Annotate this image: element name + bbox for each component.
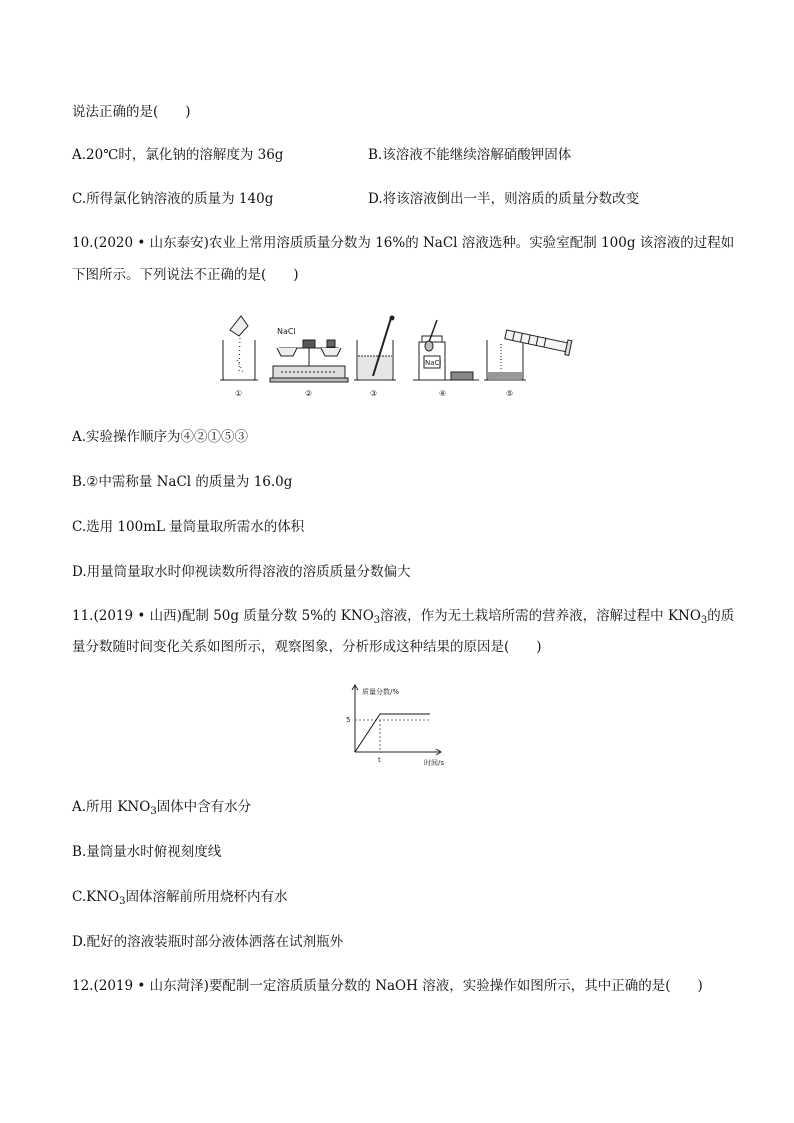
q10-option-b: B.②中需称量 NaCl 的质量为 16.0g xyxy=(72,474,293,490)
q10-stem-line1: 10.(2020 • 山东泰安)农业上常用溶质质量分数为 16%的 NaCl 溶液选种。实验室配制 100g 该溶液的过程如 xyxy=(72,235,735,251)
y-tick-label: 5 xyxy=(346,716,351,724)
y-axis-label: 质量分数/% xyxy=(362,688,400,696)
q9-option-a: A.20℃时，氯化钠的溶解度为 36g xyxy=(72,147,284,163)
figure-label-1: ① xyxy=(235,389,243,398)
q9-option-c: C.所得氯化钠溶液的质量为 140g xyxy=(72,191,274,207)
q11-option-a: A.所用 $KNO_3$固体中含有水分 xyxy=(72,799,252,817)
q10-option-d: D.用量筒量取水时仰视读数所得溶液的溶质质量分数偏大 xyxy=(72,564,411,580)
figure-label-2: ② xyxy=(305,389,313,398)
x-axis-label: 时间/s xyxy=(424,759,445,767)
q11-stem-line2: 量分数随时间变化关系如图所示，观察图象，分析形成这种结果的原因是( ) xyxy=(72,639,542,655)
bottle-label: NaCl xyxy=(425,359,442,367)
q10-option-c: C.选用 100mL 量筒量取所需水的体积 xyxy=(72,519,305,535)
x-tick-label: t xyxy=(378,756,381,764)
q10-option-a: A.实验操作顺序为④②①⑤③ xyxy=(72,429,249,445)
q9-option-b: B.该溶液不能继续溶解硝酸钾固体 xyxy=(368,147,572,163)
figure-label-5: ⑤ xyxy=(506,389,514,398)
q9-option-d: D.将该溶液倒出一半，则溶质的质量分数改变 xyxy=(368,191,640,207)
figure-label-3: ③ xyxy=(370,389,378,398)
q11-option-b: B.量筒量水时俯视刻度线 xyxy=(72,844,222,860)
stirring-beaker-icon xyxy=(354,316,396,380)
q12-stem: 12.(2019 • 山东菏泽)要配制一定溶质质量分数的 NaOH 溶液，实验操作如图所示，其中正确的是( ) xyxy=(72,978,703,994)
graduated-cylinder-icon xyxy=(484,327,572,380)
q10-stem-line2: 下图所示。下列说法不正确的是( ) xyxy=(72,267,299,283)
reagent-bottle-icon xyxy=(413,320,479,380)
q10-experiment-figure xyxy=(215,312,575,402)
beaker-with-solid-icon xyxy=(220,316,258,380)
q11-option-d: D.配好的溶液装瓶时部分液体洒落在试剂瓶外 xyxy=(72,934,344,950)
balance-icon xyxy=(270,340,348,382)
q11-option-c: $C.KNO_3$固体溶解前所用烧杯内有水 xyxy=(72,889,288,907)
figure-label-4: ④ xyxy=(439,389,447,398)
q11-stem-line1: 11.(2019 • 山西)配制 50g 质量分数 5%的 $KNO_3$溶液，作为无土栽培所需的营养液，溶解过程中 $KNO_3$的质 xyxy=(72,608,735,626)
q9-stem-end: 说法正确的是( ) xyxy=(72,104,191,120)
balance-label: NaCl xyxy=(277,327,296,336)
q11-chart xyxy=(340,684,455,772)
